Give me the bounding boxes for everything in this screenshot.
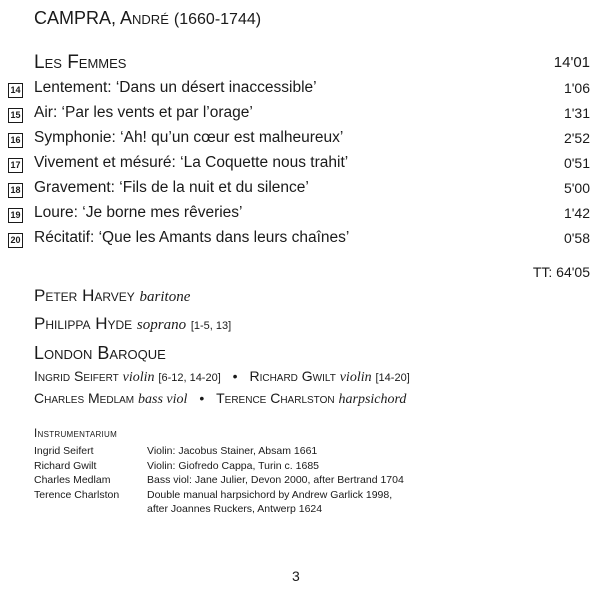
separator-dot: • [232, 368, 238, 384]
member-role: violin [339, 370, 372, 385]
track-duration: 5'00 [563, 180, 590, 196]
track-title: Récitatif: ‘Que les Amants dans leurs chaînes’ [34, 229, 350, 246]
instrument-description: Violin: Giofredo Cappa, Turin c. 1685 [147, 459, 319, 472]
member-name: Richard Gwilt [249, 368, 336, 384]
track-title: Vivement et mésuré: ‘La Coquette nous trahit’ [34, 154, 349, 171]
track-row [8, 79, 590, 104]
performer-role: soprano [136, 317, 187, 333]
track-duration: 2'52 [563, 130, 590, 146]
track-number: 17 [8, 158, 23, 173]
track-duration: 1'42 [563, 205, 590, 221]
member-role: violin [122, 370, 155, 385]
track-number: 14 [8, 83, 23, 98]
total-time: TT: 64'05 [532, 264, 590, 280]
track-title: Lentement: ‘Dans un désert inaccessible’ [34, 79, 317, 96]
composer-heading [34, 8, 261, 29]
ensemble-members-line-1 [34, 368, 410, 386]
performer-hyde [34, 314, 231, 334]
track-title: Gravement: ‘Fils de la nuit et du silence’ [34, 179, 309, 196]
player-name: Charles Medlam [34, 474, 111, 486]
player-name: Ingrid Seifert [34, 445, 94, 457]
track-row [8, 204, 590, 229]
track-number: 16 [8, 133, 23, 148]
performer-name: Philippa Hyde [34, 314, 133, 333]
instrument-description: Bass viol: Jane Julier, Devon 2000, after Bertrand 1704 [147, 474, 404, 486]
work-heading [34, 52, 590, 74]
member-role: harpsichord [338, 392, 407, 407]
track-row [8, 129, 590, 154]
track-number: 19 [8, 208, 23, 223]
instrumentarium-title: Instrumentarium [34, 428, 118, 440]
track-duration: 1'06 [563, 80, 590, 96]
work-title: Les Femmes [34, 52, 127, 73]
player-name: Terence Charlston [34, 488, 120, 501]
instrument-description: after Joannes Ruckers, Antwerp 1624 [147, 503, 323, 515]
track-number: 18 [8, 183, 23, 198]
track-duration: 0'58 [563, 230, 590, 246]
page-number: 3 [292, 568, 300, 584]
track-title: Symphonie: ‘Ah! qu’un cœur est malheureux’ [34, 129, 344, 146]
track-row [8, 179, 590, 204]
track-row [8, 229, 590, 254]
member-role: bass viol [138, 392, 188, 407]
ensemble-members-line-2 [34, 390, 406, 408]
separator-dot: • [199, 390, 205, 406]
member-name: Charles Medlam [34, 390, 135, 406]
performer-name: Peter Harvey [34, 286, 135, 305]
composer-name: CAMPRA, André [34, 8, 169, 28]
work-duration: 14'01 [553, 54, 590, 71]
track-list [8, 79, 590, 254]
track-row [8, 104, 590, 129]
track-duration: 0'51 [563, 155, 590, 171]
member-tracks: [14-20] [375, 372, 410, 384]
ensemble-name: London Baroque [34, 343, 166, 363]
performer-harvey [34, 286, 190, 306]
track-number: 20 [8, 233, 23, 248]
track-row [8, 154, 590, 179]
instrument-description: Double manual harpsichord by Andrew Garlick 1998, [147, 488, 393, 501]
player-name: Richard Gwilt [34, 459, 97, 472]
instrument-description: Violin: Jacobus Stainer, Absam 1661 [147, 445, 318, 457]
composer-dates: (1660-1744) [173, 11, 262, 28]
performer-tracks: [1-5, 13] [190, 320, 232, 332]
track-number: 15 [8, 108, 23, 123]
performer-role: baritone [139, 289, 191, 305]
track-title: Loure: ‘Je borne mes rêveries’ [34, 204, 243, 221]
track-title: Air: ‘Par les vents et par l’orage’ [34, 104, 253, 121]
member-name: Terence Charlston [216, 390, 335, 406]
track-duration: 1'31 [563, 105, 590, 121]
member-name: Ingrid Seifert [34, 368, 119, 384]
member-tracks: [6-12, 14-20] [158, 372, 221, 384]
